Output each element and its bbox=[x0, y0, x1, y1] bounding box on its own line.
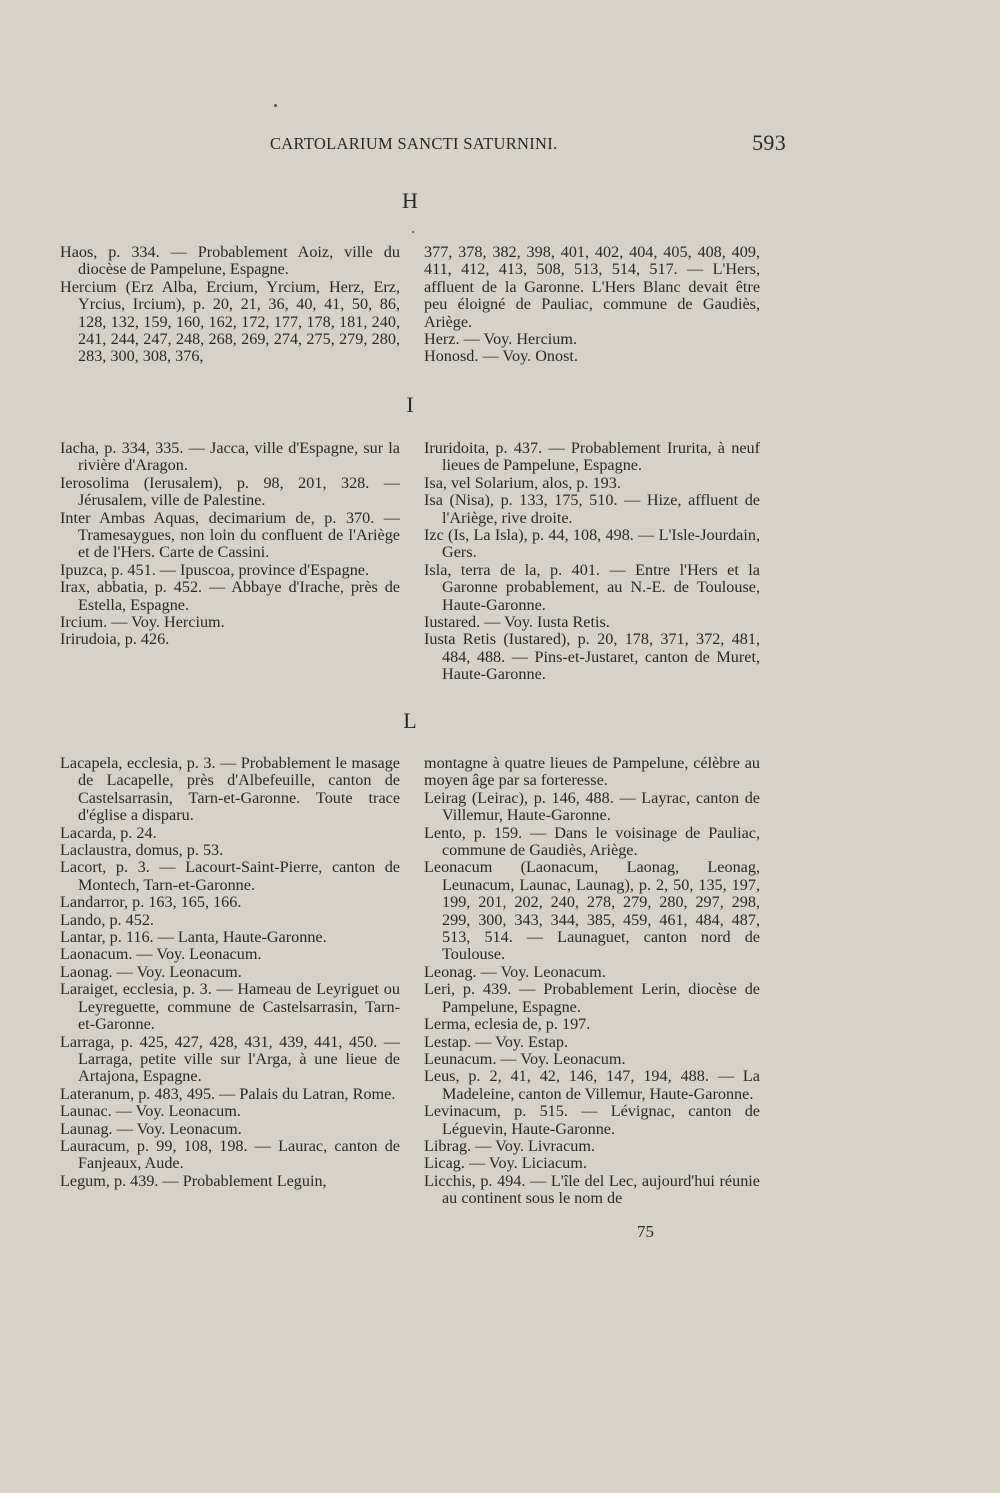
index-entry: Licag. — Voy. Liciacum. bbox=[424, 1154, 587, 1173]
index-entry: Landarror, p. 163, 165, 166. bbox=[60, 893, 242, 912]
index-entry: Librag. — Voy. Livracum. bbox=[424, 1136, 595, 1155]
index-entry: Irax, abbatia, p. 452. — Abbaye d'Irache, près de Estella, Espagne. bbox=[60, 578, 400, 614]
index-entry: Isla, terra de la, p. 401. — Entre l'Hers et la Garonne probablement, au N.-E. de Toulouse, Haute-Garonne. bbox=[424, 560, 760, 614]
signature-mark: 75 bbox=[637, 1222, 654, 1241]
index-entry: Laonag. — Voy. Leonacum. bbox=[60, 962, 242, 981]
index-entry: Leri, p. 439. — Probablement Lerin, diocèse de Pampelune, Espagne. bbox=[424, 980, 760, 1016]
index-entry: Leonag. — Voy. Leonacum. bbox=[424, 962, 606, 981]
section-i-left-column bbox=[60, 440, 400, 649]
index-entry: Lando, p. 452. bbox=[60, 910, 154, 929]
page-number: 593 bbox=[752, 130, 786, 155]
index-entry: Leirag (Leirac), p. 146, 488. — Layrac, canton de Villemur, Haute-Garonne. bbox=[424, 788, 760, 825]
index-entry: Levinacum, p. 515. — Lévignac, canton de Léguevin, Haute-Garonne. bbox=[424, 1102, 760, 1138]
section-l-right-column bbox=[424, 755, 760, 1208]
index-entry: Iruridoita, p. 437. — Probablement Irurita, à neuf lieues de Pampelune, Espagne. bbox=[424, 439, 760, 475]
section-l-left-column bbox=[60, 755, 400, 1190]
index-entry: Larraga, p. 425, 427, 428, 431, 439, 441, 450. — Larraga, petite ville sur l'Arga, à une lieue de Artajona, Espagne. bbox=[60, 1032, 400, 1086]
index-entry: Inter Ambas Aquas, decimarium de, p. 370. — Tramesaygues, non loin du confluent de l'Ariège et de l'Hers. Carte de Cassini. bbox=[60, 508, 400, 562]
index-entry: Hercium (Erz Alba, Ercium, Yrcium, Herz, Erz, Yrcius, Ircium), p. 20, 21, 36, 40, 41, 50, 86, 128, 132, 159, 160, 162, 172, 177, 178, 181, 240, 241, 244, 247, 248, 268, 269, 274, 275, 279, 280, 283, 300, 308, 376, bbox=[60, 277, 400, 366]
section-i-right-column bbox=[424, 440, 760, 684]
index-entry: Leonacum (Laonacum, Laonag, Leonag, Leunacum, Launac, Launag), p. 2, 50, 135, 197, 199, 201, 202, 240, 278, 279, 280, 297, 298, 299, 300, 343, 344, 385, 459, 461, 484, 487, 513, 514. — Launaguet, canton nord de Toulouse. bbox=[424, 858, 760, 964]
index-entry: Lacort, p. 3. — Lacourt-Saint-Pierre, canton de Montech, Tarn-et-Garonne. bbox=[60, 858, 400, 894]
index-entry: Lento, p. 159. — Dans le voisinage de Pauliac, commune de Gaudiès, Ariège. bbox=[424, 823, 760, 860]
index-entry: Launac. — Voy. Leonacum. bbox=[60, 1102, 241, 1121]
entry-continuation: 377, 378, 382, 398, 401, 402, 404, 405, 408, 409, 411, 412, 413, 508, 513, 514, 517. — L'Hers, affluent de la Garonne. L'Hers Blanc devait être peu éloigné de Pauliac, commune de Gaudiès, Ariège. bbox=[424, 243, 760, 331]
index-entry: Lauracum, p. 99, 108, 198. — Laurac, canton de Fanjeaux, Aude. bbox=[60, 1136, 400, 1173]
index-entry: Herz. — Voy. Hercium. bbox=[424, 330, 577, 349]
index-entry: Ipuzca, p. 451. — Ipuscoa, province d'Espagne. bbox=[60, 560, 370, 579]
index-entry: Licchis, p. 494. — L'île del Lec, aujourd'hui réunie au continent sous le nom de bbox=[424, 1171, 760, 1208]
index-entry: Lerma, eclesia de, p. 197. bbox=[424, 1015, 591, 1034]
ink-speck bbox=[412, 231, 414, 233]
entry-continuation: montagne à quatre lieues de Pampelune, célèbre au moyen âge par sa forteresse. bbox=[424, 754, 760, 790]
index-entry: Lestap. — Voy. Estap. bbox=[424, 1032, 569, 1051]
index-entry: Ierosolima (Ierusalem), p. 98, 201, 328. — Jérusalem, ville de Palestine. bbox=[60, 473, 400, 510]
index-entry: Ircium. — Voy. Hercium. bbox=[60, 613, 225, 632]
index-entry: Iustared. — Voy. Iusta Retis. bbox=[424, 613, 610, 632]
index-entry: Lacarda, p. 24. bbox=[60, 823, 157, 842]
index-entry: Lacapela, ecclesia, p. 3. — Probablement le masage de Lacapelle, près d'Albefeuille, canton de Castelsarrasin, Tarn-et-Garonne. Toute trace d'église a disparu. bbox=[60, 754, 400, 825]
index-entry: Legum, p. 439. — Probablement Leguin, bbox=[60, 1171, 327, 1190]
index-entry: Lantar, p. 116. — Lanta, Haute-Garonne. bbox=[60, 928, 327, 947]
index-entry: Lateranum, p. 483, 495. — Palais du Latran, Rome. bbox=[60, 1084, 396, 1103]
index-entry: Irirudoia, p. 426. bbox=[60, 630, 170, 649]
index-entry: Laclaustra, domus, p. 53. bbox=[60, 841, 224, 860]
index-entry: Leunacum. — Voy. Leonacum. bbox=[424, 1049, 626, 1068]
section-letter-h: H bbox=[402, 188, 418, 213]
running-title: CARTOLARIUM SANCTI SATURNINI. bbox=[270, 134, 558, 153]
index-entry: Laraiget, ecclesia, p. 3. — Hameau de Leyriguet ou Leyreguette, commune de Castelsarrasin, Tarn-et-Garonne. bbox=[60, 980, 400, 1034]
section-h-left-column bbox=[60, 244, 400, 366]
section-h-right-column bbox=[424, 244, 760, 366]
index-entry: Laonacum. — Voy. Leonacum. bbox=[60, 945, 262, 964]
index-entry: Iusta Retis (Iustared), p. 20, 178, 371, 372, 481, 484, 488. — Pins-et-Justaret, canton de Muret, Haute-Garonne. bbox=[424, 630, 760, 684]
index-entry: Isa (Nisa), p. 133, 175, 510. — Hize, affluent de l'Ariège, rive droite. bbox=[424, 491, 760, 527]
index-entry: Isa, vel Solarium, alos, p. 193. bbox=[424, 473, 621, 492]
ink-speck bbox=[274, 104, 277, 107]
index-entry: Iacha, p. 334, 335. — Jacca, ville d'Espagne, sur la rivière d'Aragon. bbox=[60, 439, 400, 475]
index-entry: Haos, p. 334. — Probablement Aoiz, ville du diocèse de Pampelune, Espagne. bbox=[60, 243, 400, 279]
section-letter-l: L bbox=[403, 708, 417, 733]
index-entry: Izc (Is, La Isla), p. 44, 108, 498. — L'Isle-Jourdain, Gers. bbox=[424, 526, 760, 562]
index-entry: Launag. — Voy. Leonacum. bbox=[60, 1119, 242, 1138]
section-letter-i: I bbox=[406, 392, 414, 417]
index-entry: Honosd. — Voy. Onost. bbox=[424, 347, 578, 366]
index-entry: Leus, p. 2, 41, 42, 146, 147, 194, 488. — La Madeleine, canton de Villemur, Haute-Garonne. bbox=[424, 1067, 760, 1103]
